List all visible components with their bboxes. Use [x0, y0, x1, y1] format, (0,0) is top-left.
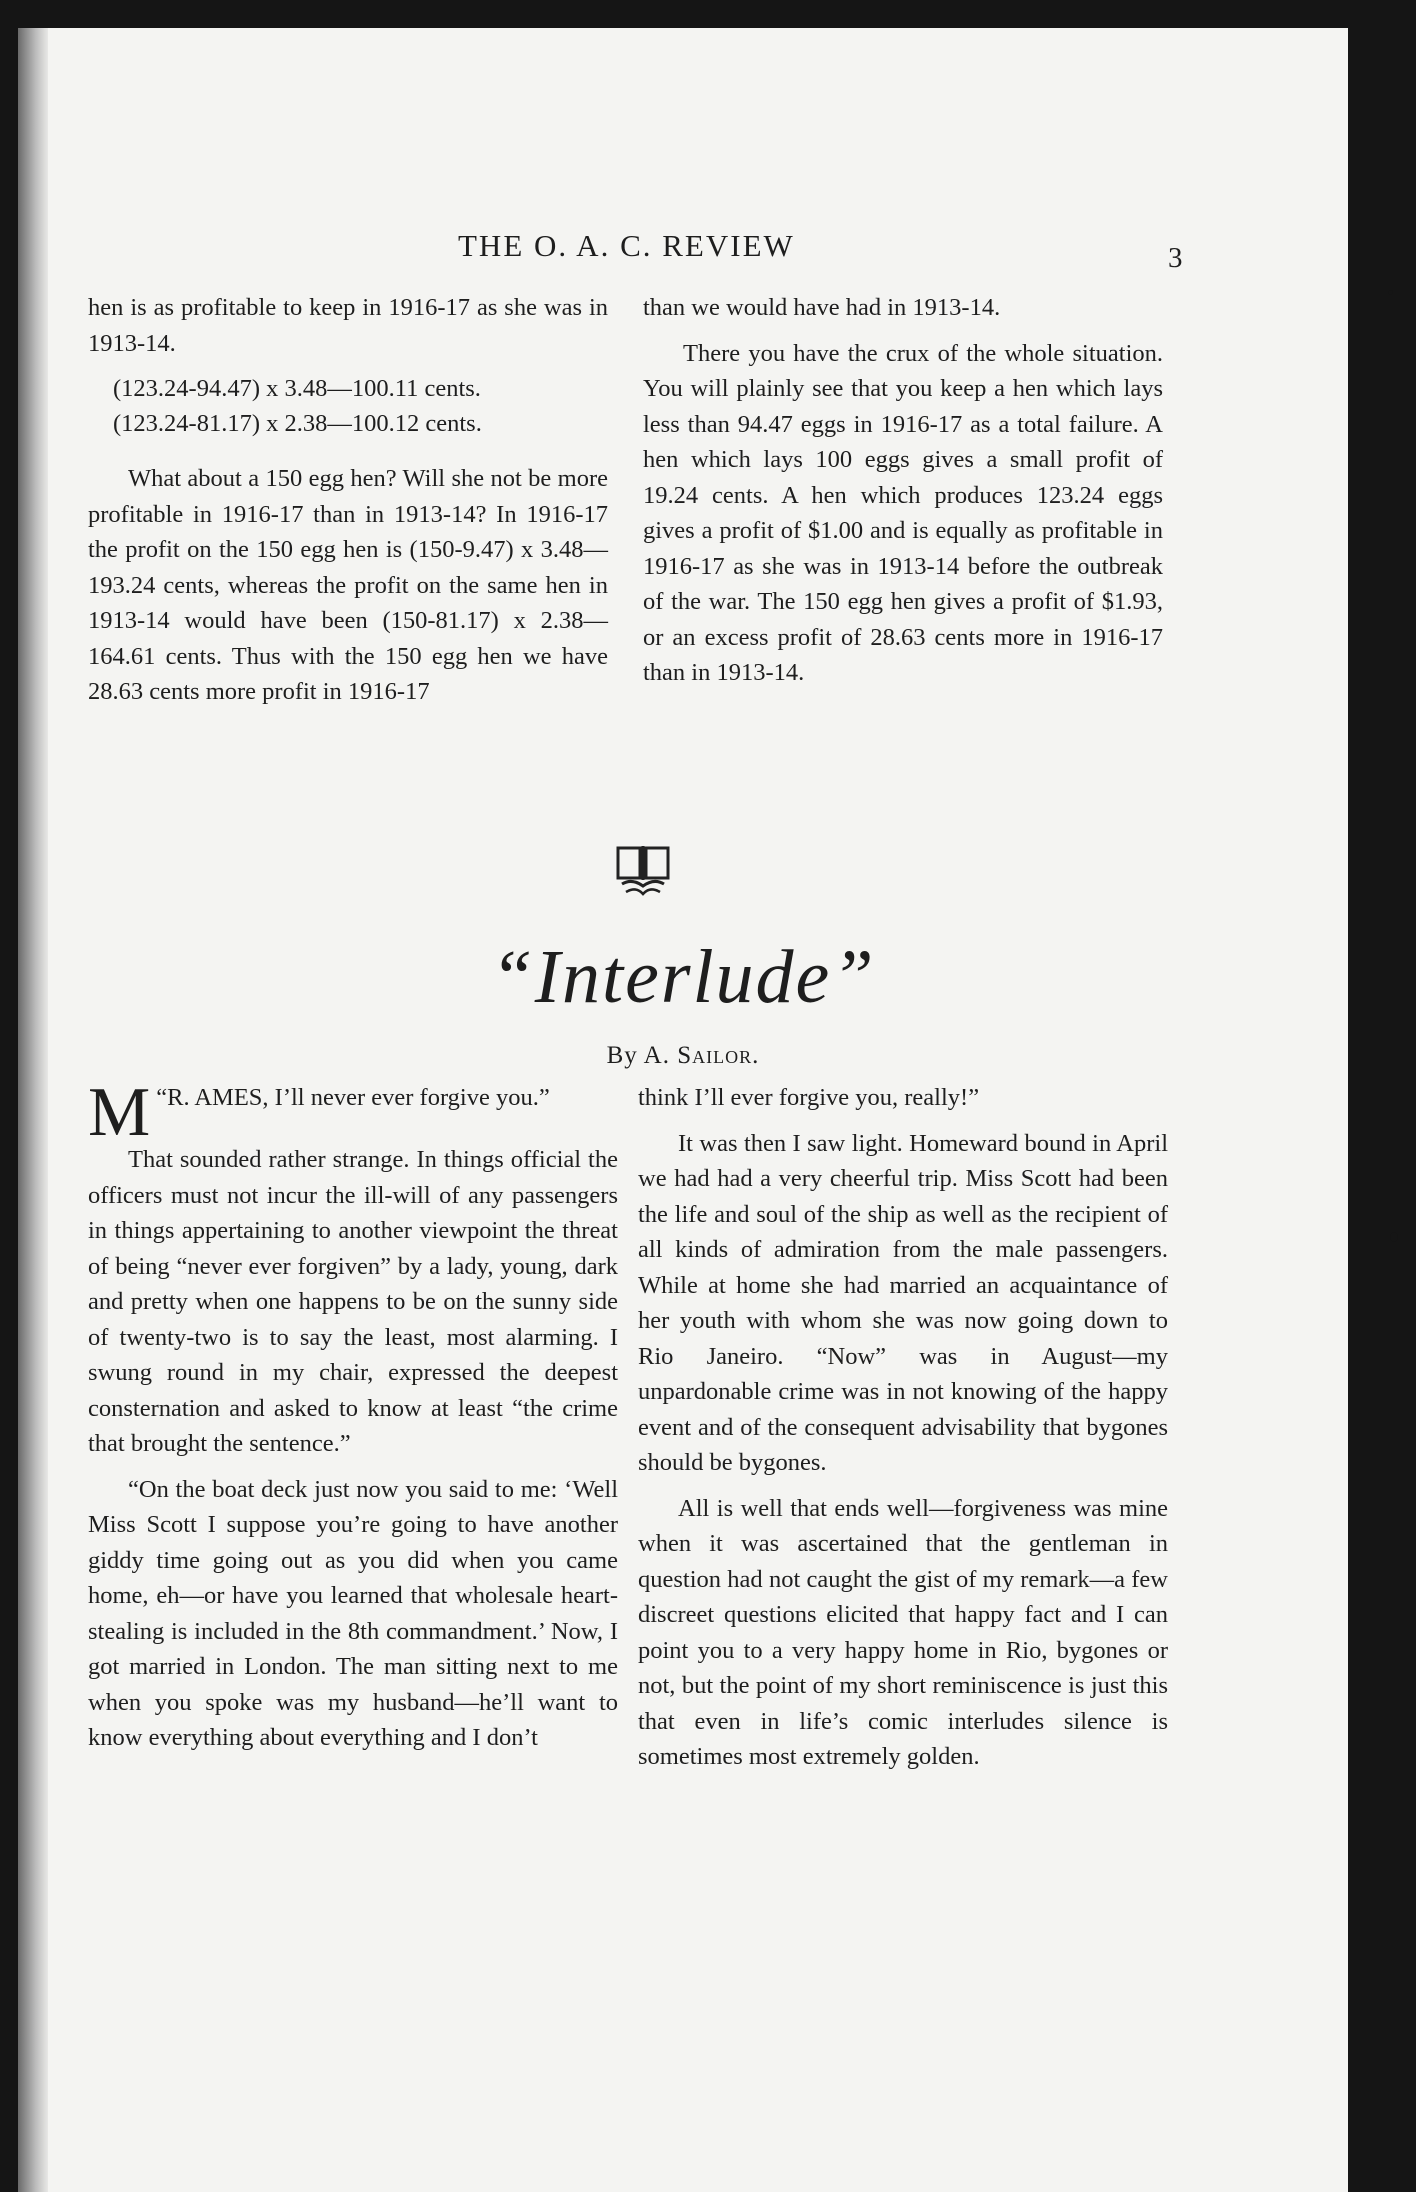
paragraph-opening — [88, 1074, 618, 1151]
film-speck — [1388, 290, 1393, 295]
article-right-column — [638, 1080, 1168, 1785]
paragraph: than we would have had in 1913-14. — [643, 294, 1001, 321]
paragraph: There you have the crux of the whole situation. You will plainly see that you keep a hen which lays less than 94.47 eggs in 1916-17 as a total failure. A hen which lays 100 eggs gives a small profit of 19.24 cents. A hen which produces 123.24 eggs gives a profit of $1.00 and is equally as profitable in 1916-17 as she was in 1913-14 before the outbreak of the war. The 150 egg hen gives a profit of $1.93, or an excess profit of 28.63 cents more in 1916-17 than in 1913-14. — [643, 339, 1163, 686]
byline — [18, 1042, 1348, 1070]
formula-line: (123.24-81.17) x 2.38—100.12 cents. — [113, 410, 482, 437]
paragraph: That sounded rather strange. In things official the officers must not incur the ill-will of any passengers in things appertaining to another viewpoint the threat of being “never ever forgiven” by a lady, young, dark and pretty when one happens to be on the sunny side of twenty-two is to say the least, most alarming. I swung round in my chair, expressed the deepest consternation and asked to know at least “the crime that brought the sentence.” — [88, 1146, 618, 1457]
page-spine-shadow — [18, 28, 48, 2192]
section1-left-column — [88, 290, 608, 720]
article-title: “Interlude” — [490, 935, 876, 1019]
film-speck — [1390, 1232, 1398, 1242]
paragraph: All is well that ends well—forgiveness was mine when it was ascertained that the gentleman in question had not caught the gist of my remark—a few discreet questions elicited that happy fact and I can point you to a very happy home in Rio, bygones or not, but the point of my short reminiscence is just this that even in life’s comic interludes silence is sometimes most extremely golden. — [638, 1494, 1168, 1770]
drop-cap: M — [88, 1074, 151, 1151]
opening-text: R. AMES, I’ll never ever forgive you.” — [167, 1084, 550, 1111]
paragraph: What about a 150 egg hen? Will she not be more profitable in 1916-17 than in 1913-14? In 1916-17 the profit on the 150 egg hen is (150-9.47) x 3.48—193.24 cents, whereas the profit on the same hen in 1913-14 would have been (150-81.17) x 2.38—164.61 cents. Thus with the 150 egg hen we have 28.63 cents more profit in 1916-17 — [88, 465, 608, 705]
formula-block — [88, 371, 608, 441]
formula-line: (123.24-94.47) x 3.48—100.11 cents. — [113, 375, 481, 402]
paragraph: hen is as profitable to keep in 1916-17 as she was in 1913-14. — [88, 294, 608, 357]
running-title: THE O. A. C. REVIEW — [458, 228, 795, 263]
paragraph: It was then I saw light. Homeward bound in April we had had a very cheerful trip. Miss Scott had been the life and soul of the ship as well as the recipient of all kinds of admiration from the male passengers. While at home she had married an acquaintance of her youth with whom she was now going down to Rio Janeiro. “Now” was in August—my unpardonable crime was in not knowing of the happy event and of the consequent advisability that bygones should be bygones. — [638, 1129, 1168, 1476]
book-ornament-icon — [612, 844, 674, 900]
article-left-column — [88, 1074, 618, 1766]
byline-author: Sailor. — [677, 1042, 760, 1069]
page — [18, 28, 1348, 2192]
paragraph: “On the boat deck just now you said to me: ‘Well Miss Scott I suppose you’re going to have another giddy time going out as you did when you came home, eh—or have you learned that wholesale heart-stealing is included in the 8th commandment.’ Now, I got married in London. The man sitting next to me when you spoke was my husband—he’ll want to know everything about everything and I don’t — [88, 1475, 618, 1751]
page-number: 3 — [1168, 242, 1183, 274]
section1-right-column — [643, 290, 1163, 701]
paragraph: think I’ll ever forgive you, really!” — [638, 1084, 980, 1111]
byline-prefix: By A. — [606, 1042, 670, 1069]
opening-quote: “ — [156, 1084, 168, 1111]
